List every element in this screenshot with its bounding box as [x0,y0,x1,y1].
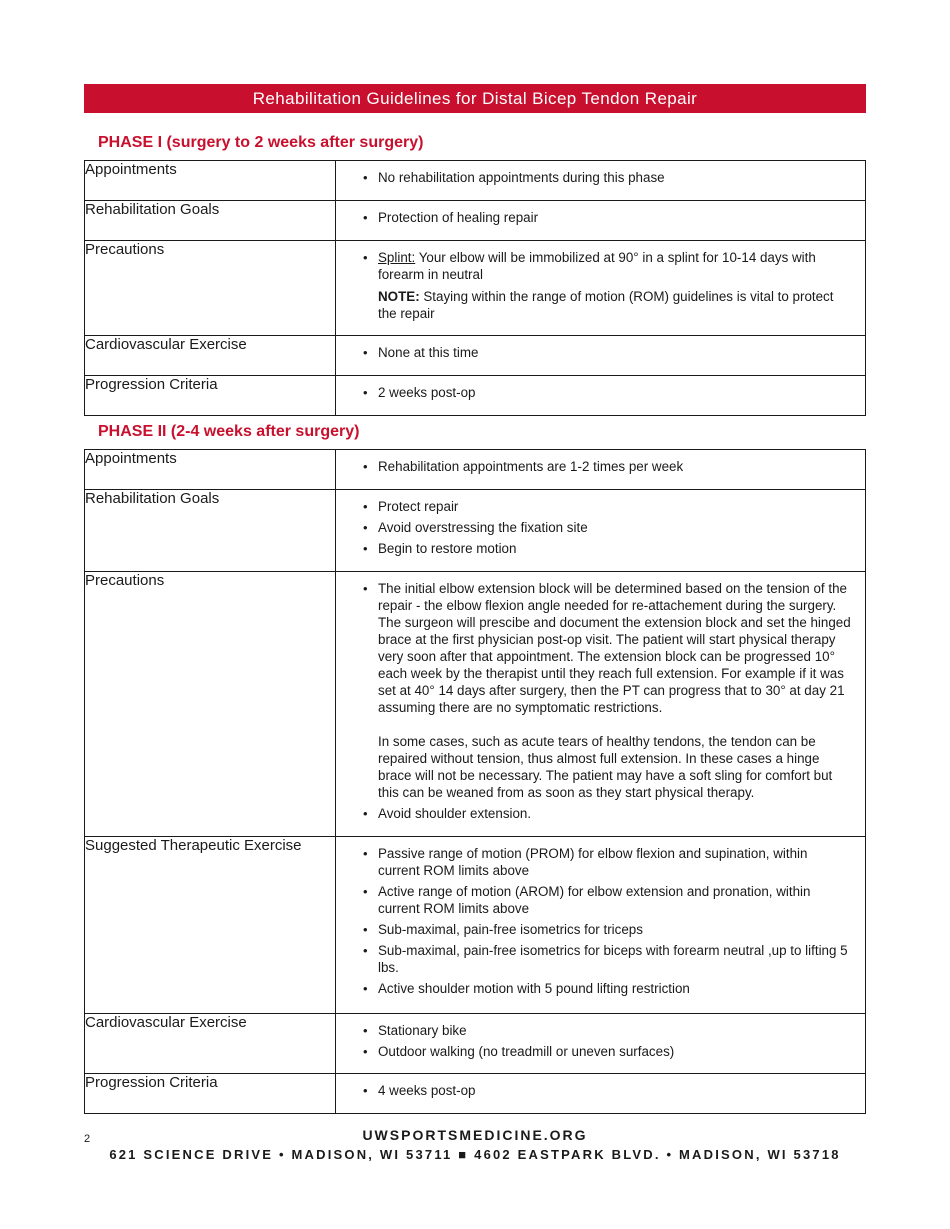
row-label: Progression Criteria [85,376,336,416]
table-row [85,1014,866,1074]
bullet-icon: • [363,981,368,996]
list-item: • 4 weeks post-op [363,1083,476,1098]
bullet-icon: • [363,520,368,535]
precaution-note: NOTE: Staying within the range of motion (ROM) guidelines is vital to protect the repair [378,289,834,321]
table-row [85,837,866,1014]
row-label: Appointments [85,161,336,201]
footer-address: 621 SCIENCE DRIVE • MADISON, WI 53711 ■ 4602 EASTPARK BLVD. • MADISON, WI 53718 [109,1147,841,1162]
list-item: • Sub-maximal, pain-free isometrics for triceps [363,922,643,937]
row-label: Appointments [85,450,336,490]
row-label: Rehabilitation Goals [85,201,336,241]
phase-1-table [84,160,866,416]
list-item: • Active range of motion (AROM) for elbow extension and pronation, within current ROM limits above [363,884,811,916]
bullet-icon: • [363,345,368,360]
row-label: Progression Criteria [85,1074,336,1114]
bullet-icon: • [363,250,368,265]
list-item: • 2 weeks post-op [363,385,476,400]
list-item: • Outdoor walking (no treadmill or uneven surfaces) [363,1044,675,1059]
list-item: • Active shoulder motion with 5 pound lifting restriction [363,981,690,996]
phase-1-title: PHASE I (surgery to 2 weeks after surgery) [98,134,424,151]
bullet-icon: • [363,1083,368,1098]
bullet-icon: • [363,943,368,958]
bullet-list [336,450,865,483]
table-row [85,1074,866,1114]
table-row [85,450,866,490]
row-label: Suggested Therapeutic Exercise [85,837,336,1014]
page-number: 2 [84,1133,91,1145]
bullet-icon: • [363,581,368,596]
bullet-list [336,572,865,830]
bullet-list [336,837,865,1005]
bullet-icon: • [363,459,368,474]
bullet-icon: • [363,170,368,185]
document-banner [84,84,866,113]
bullet-icon: • [363,210,368,225]
bullet-icon: • [363,385,368,400]
bullet-list [336,490,865,565]
list-item: • Passive range of motion (PROM) for elbow flexion and supination, within current ROM limits above [363,846,808,878]
list-item: • Avoid overstressing the fixation site [363,520,588,535]
bullet-icon: • [363,499,368,514]
table-row [85,572,866,837]
splint-label: Splint: [378,250,416,265]
list-item: • Avoid shoulder extension. [363,806,532,821]
bullet-list [336,161,865,194]
list-item: • Sub-maximal, pain-free isometrics for biceps with forearm neutral ,up to lifting 5 lbs. [363,943,848,975]
bullet-icon: • [363,806,368,821]
table-row [85,241,866,336]
list-item: • Rehabilitation appointments are 1-2 times per week [363,459,684,474]
bullet-list [336,1014,865,1068]
precaution-paragraph: In some cases, such as acute tears of healthy tendons, the tendon can be repaired without tension, thus almost full extension. In these cases a hinge brace will not be necessary. The patient may have a soft sling for comfort but this can be weaned from as soon as they start physical therapy. [378,734,833,800]
list-item: • Protect repair [363,499,459,514]
bullet-icon: • [363,1023,368,1038]
table-row [85,336,866,376]
table-row [85,201,866,241]
bullet-list [336,336,865,369]
bullet-list [336,241,865,330]
list-item: • Stationary bike [363,1023,467,1038]
document-title: Rehabilitation Guidelines for Distal Bicep Tendon Repair [252,88,698,108]
list-item: • No rehabilitation appointments during this phase [363,170,665,185]
list-item: • Splint: Your elbow will be immobilized at 90° in a splint for 10-14 days with forearm in neutral NOTE: Staying within the range of motion (ROM) guidelines is vital to protect the repair [363,249,851,322]
list-item: • Protection of healing repair [363,210,539,225]
row-label: Precautions [85,572,336,837]
bullet-icon: • [363,846,368,861]
table-row [85,161,866,201]
footer-website: UWSPORTSMEDICINE.ORG [362,1127,588,1143]
bullet-icon: • [363,541,368,556]
row-label: Precautions [85,241,336,336]
table-row [85,490,866,572]
bullet-list [336,376,865,409]
row-label: Rehabilitation Goals [85,490,336,572]
table-row [85,376,866,416]
list-item: • Begin to restore motion [363,541,517,556]
bullet-icon: • [363,922,368,937]
precaution-paragraph: The initial elbow extension block will be determined based on the tension of the repair - the elbow flexion angle needed for re-attachement during the surgery. The surgeon will prescibe and document the extension block and set the hinged brace at the first physician post-op visit. The patient will start physical therapy very soon after that appointment. The extension block can be progressed 10° each week by the therapist until they reach full extension. For example if it was set at 40° 14 days after surgery, then the PT can progress that to 30° at day 21 assuming there are no symptomatic restrictions. [378,581,851,715]
list-item: • None at this time [363,345,479,360]
list-item [363,580,851,801]
bullet-icon: • [363,884,368,899]
bullet-list [336,201,865,234]
bullet-list [336,1074,865,1107]
row-label: Cardiovascular Exercise [85,336,336,376]
phase-2-table [84,449,866,1114]
row-label: Cardiovascular Exercise [85,1014,336,1074]
bullet-icon: • [363,1044,368,1059]
phase-2-title: PHASE II (2-4 weeks after surgery) [98,423,360,440]
